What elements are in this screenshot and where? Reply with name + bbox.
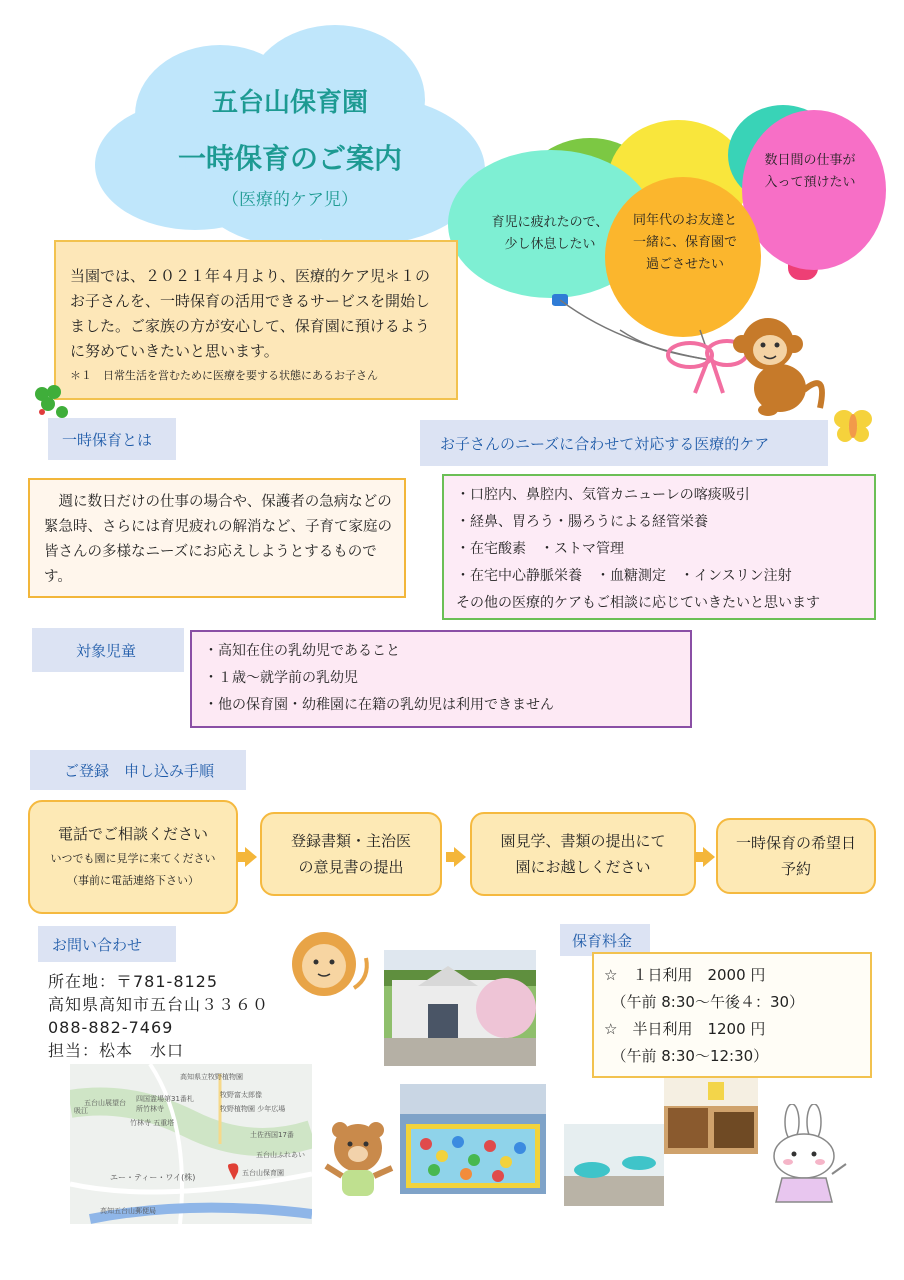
label-target: 対象児童: [32, 628, 184, 672]
classroom-photo: [564, 1124, 664, 1206]
balloon-text-work: 数日間の仕事が 入って預けたい: [764, 153, 856, 190]
bear-illustration: [320, 1120, 404, 1200]
library-photo: [664, 1078, 758, 1154]
map-label: 牧野植物園 少年広場: [220, 1105, 286, 1113]
map-label: 土佐西国17番: [250, 1131, 294, 1139]
label-medical-care: お子さんのニーズに合わせて対応する医療的ケア: [420, 420, 828, 466]
intro-note: ＊１ 日常生活を営むために医療を要する状態にあるお子さん: [70, 369, 378, 382]
balloon-text-rest: 育児に疲れたので、 少し休息したい: [491, 215, 609, 252]
care-item: ・在宅酸素 ・ストマ管理: [456, 541, 624, 557]
arrow-icon: [245, 847, 257, 867]
location-map: [70, 1064, 312, 1224]
care-item: ・在宅中心静脈栄養 ・血糖測定 ・インスリン注射: [456, 568, 792, 584]
map-label: 吸江: [74, 1107, 88, 1115]
map-label: 高知五台山郵便局: [100, 1207, 156, 1215]
arrow-shaft: [695, 852, 703, 862]
step-call-sub: いつでも園に見学に来てください（事前に電話連絡下さい）: [50, 852, 216, 887]
map-label: 四国霊場第31番札所竹林寺: [136, 1095, 194, 1113]
contact-address: 高知県高知市五台山３３６０: [48, 995, 270, 1014]
label-register: ご登録 申し込み手順: [30, 750, 246, 790]
butterfly-icon: [832, 404, 874, 446]
map-label: 五台山展望台: [84, 1099, 126, 1107]
target-box: [190, 630, 692, 728]
fees-box: [592, 952, 872, 1078]
clover-icon: [30, 382, 72, 422]
step-reserve-main: 一時保育の希望日予約: [736, 834, 857, 878]
arrow-shaft: [237, 852, 245, 862]
map-label: 竹林寺 五重塔: [130, 1119, 175, 1127]
balloon-text-friends: 同年代のお友達と 一緒に、保育園で 過ごさせたい: [632, 213, 737, 272]
care-item: ・経鼻、胃ろう・腸ろうによる経管栄養: [456, 514, 708, 530]
label-temp-care: 一時保育とは: [48, 418, 176, 460]
fee-full-day: ☆ １日利用 2000 円: [604, 966, 766, 984]
monkey-illustration: [728, 310, 832, 418]
arrow-shaft: [446, 852, 454, 862]
rabbit-illustration: [752, 1104, 850, 1204]
step-call: [28, 800, 238, 914]
page-subtitle: 一時保育のご案内: [177, 142, 402, 175]
map-label: 牧野富太郎像: [220, 1091, 262, 1099]
step-visit: [470, 812, 696, 896]
care-item: ・口腔内、鼻腔内、気管カニューレの喀痰吸引: [456, 487, 750, 503]
ball-pool-photo: [400, 1084, 546, 1194]
fee-half-day-hours: （午前 8:30～12:30）: [604, 1047, 769, 1065]
lion-illustration: [286, 928, 374, 1010]
label-contact: お問い合わせ: [38, 926, 176, 962]
step-documents-main: 登録書類・主治医の意見書の提出: [290, 832, 411, 876]
contact-address-zip: 所在地：〒781-8125: [48, 972, 219, 991]
fee-half-day: ☆ 半日利用 1200 円: [604, 1020, 766, 1038]
fee-full-day-hours: （午前 8:30～午後４：30）: [604, 993, 805, 1011]
intro-box: [54, 240, 458, 400]
label-fees: 保育料金: [560, 924, 650, 956]
temp-care-box: [28, 478, 406, 598]
arrow-icon: [703, 847, 715, 867]
page-subtitle-note: （医療的ケア児）: [222, 190, 358, 210]
contact-phone: 088-882-7469: [48, 1018, 174, 1037]
intro-text: 当園では、２０２１年４月より、医療的ケア児＊１のお子さんを、一時保育の活用できるサービスを開始しました。ご家族の方が安心して、保育園に預けるように努めていきたいと思います。: [70, 267, 431, 360]
step-call-main: 電話でご相談ください: [57, 825, 208, 843]
target-item: ・高知在住の乳幼児であること: [204, 643, 400, 659]
step-visit-main: 園見学、書類の提出にて園にお越しください: [500, 832, 666, 876]
temp-care-text: 週に数日だけの仕事の場合や、保護者の急病などの緊急時、さらには育児疲れの解消など、子育て家庭の皆さんの多様なニーズにお応えしようとするものです。: [44, 494, 392, 585]
map-label: 五台山保育園: [242, 1169, 284, 1177]
medical-care-box: [442, 474, 876, 620]
care-item: その他の医療的ケアもご相談に応じていきたいと思います: [456, 595, 820, 611]
contact-info: [48, 970, 269, 1062]
target-item: ・１歳～就学前の乳幼児: [204, 670, 358, 686]
page-title: 五台山保育園: [211, 88, 368, 118]
nursery-building-photo: [384, 950, 536, 1066]
contact-person: 担当：松本 水口: [48, 1041, 185, 1060]
map-label: 五台山ふれあい: [256, 1151, 305, 1159]
map-label: 高知県立牧野植物園: [180, 1073, 243, 1081]
arrow-icon: [454, 847, 466, 867]
step-reserve: [716, 818, 876, 894]
step-documents: [260, 812, 442, 896]
target-item: ・他の保育園・幼稚園に在籍の乳幼児は利用できません: [204, 697, 554, 713]
map-label: エー・ティー・ワイ(株): [110, 1173, 196, 1182]
